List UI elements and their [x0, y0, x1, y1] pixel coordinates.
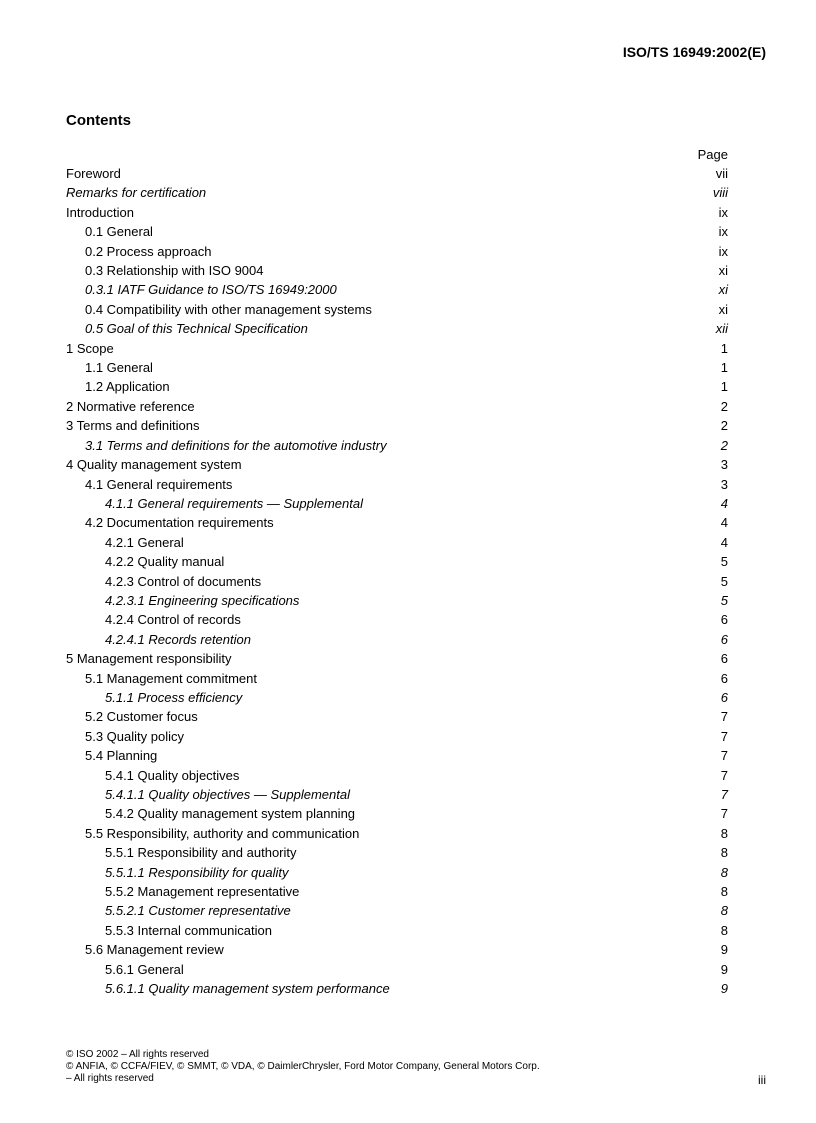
toc-entry-page: 5: [720, 592, 728, 608]
toc-entry-page: xii: [715, 321, 728, 337]
page-column-label: Page: [697, 147, 728, 162]
toc-entry[interactable]: [66, 494, 728, 513]
toc-entry-label: 4.2 Documentation requirements: [85, 515, 274, 531]
toc-entry-page: xi: [718, 282, 728, 298]
toc-entry-label: Remarks for certification: [66, 185, 207, 201]
toc-entry[interactable]: [66, 552, 728, 571]
toc-entry[interactable]: [66, 358, 728, 377]
toc-entry-label: 5.6.1.1 Quality management system performance: [105, 981, 390, 997]
toc-entry-page: 7: [720, 787, 728, 802]
toc-entry[interactable]: [66, 397, 728, 416]
copyright-footer: [66, 1049, 540, 1085]
toc-entry[interactable]: [66, 727, 728, 746]
toc-entry[interactable]: [66, 940, 728, 959]
toc-entry-label: 5.5.2.1 Customer representative: [105, 903, 291, 919]
toc-entry-label: 5.5.3 Internal communication: [105, 922, 272, 938]
toc-entry-label: 5 Management responsibility: [66, 651, 232, 667]
copyright-line: © ANFIA, © CCFA/FIEV, © SMMT, © VDA, © DaimlerChrysler, Ford Motor Company, General Motors Corp.: [66, 1061, 540, 1072]
toc-entry[interactable]: [66, 377, 728, 396]
toc-entry[interactable]: [66, 707, 728, 726]
toc-entry[interactable]: [66, 649, 728, 668]
toc-entry-label: 5.3 Quality policy: [85, 728, 184, 744]
toc-entry-label: 2 Normative reference: [66, 398, 195, 414]
toc-entry[interactable]: [66, 824, 728, 843]
toc-entry[interactable]: [66, 688, 728, 707]
toc-entry-page: 9: [720, 981, 728, 997]
toc-entry-label: 5.5.1 Responsibility and authority: [105, 845, 297, 861]
toc-entry-label: 5.4.1.1 Quality objectives — Supplemental: [105, 787, 350, 802]
toc-entry[interactable]: [66, 746, 728, 765]
toc-entry[interactable]: [66, 164, 728, 183]
toc-entry-label: 4.2.3.1 Engineering specifications: [105, 592, 300, 608]
toc-entry-page: 3: [720, 457, 728, 473]
toc-entry-label: Introduction: [66, 204, 134, 220]
toc-entry[interactable]: [66, 882, 728, 901]
toc-entry[interactable]: [66, 610, 728, 629]
toc-entry-page: 3: [720, 476, 728, 492]
toc-entry-page: 1: [720, 379, 728, 395]
toc-entry-label: 4.2.2 Quality manual: [105, 554, 225, 570]
toc-entry[interactable]: [66, 843, 728, 862]
toc-entry-page: 2: [720, 418, 728, 434]
toc-entry[interactable]: [66, 630, 728, 649]
toc-entry[interactable]: [66, 572, 728, 591]
toc-entry[interactable]: [66, 475, 728, 494]
toc-entry[interactable]: [66, 863, 728, 882]
toc-entry-label: 0.4 Compatibility with other management systems: [85, 301, 372, 317]
toc-entry-label: 0.1 General: [85, 224, 153, 240]
toc-entry-page: 6: [720, 612, 728, 628]
toc-entry[interactable]: [66, 766, 728, 785]
toc-entry[interactable]: [66, 979, 728, 998]
toc-entry[interactable]: [66, 416, 728, 435]
toc-entry-label: 5.5.1.1 Responsibility for quality: [105, 864, 289, 880]
toc-entry-label: 0.3.1 IATF Guidance to ISO/TS 16949:2000: [85, 282, 337, 298]
toc-entry-label: 5.1 Management commitment: [85, 670, 257, 686]
toc-entry-page: ix: [718, 204, 728, 220]
page-number: iii: [758, 1073, 766, 1087]
toc-entry-page: 4: [720, 495, 728, 511]
toc-entry-page: vii: [715, 166, 728, 181]
toc-entry-page: 7: [720, 728, 728, 744]
toc-entry-label: 5.1.1 Process efficiency: [105, 689, 243, 705]
toc-entry[interactable]: [66, 533, 728, 552]
copyright-line: © ISO 2002 – All rights reserved: [66, 1049, 209, 1060]
toc-entry-page: 8: [720, 922, 728, 938]
toc-entry-page: 8: [720, 864, 728, 880]
toc-entry-label: 4.2.3 Control of documents: [105, 573, 262, 589]
toc-entry-label: 5.4.2 Quality management system planning: [105, 806, 356, 822]
toc-entry-page: 9: [720, 942, 728, 958]
copyright-line: – All rights reserved: [66, 1073, 154, 1084]
toc-entry-page: 8: [720, 903, 728, 919]
toc-entry[interactable]: [66, 261, 728, 280]
toc-entry[interactable]: [66, 183, 728, 202]
toc-entry[interactable]: [66, 901, 728, 920]
toc-entry-page: 7: [720, 748, 728, 764]
toc-entry-page: 6: [720, 670, 728, 686]
toc-entry-label: Foreword: [66, 166, 121, 181]
toc-entry-page: 1: [720, 360, 728, 376]
toc-entry[interactable]: [66, 921, 728, 940]
toc-entry-page: 6: [720, 689, 728, 705]
toc-entry-page: 8: [720, 845, 728, 861]
toc-entry[interactable]: [66, 669, 728, 688]
toc-entry-page: 8: [720, 825, 728, 841]
toc-entry-label: 0.5 Goal of this Technical Specification: [85, 321, 308, 337]
toc-entry[interactable]: [66, 455, 728, 474]
toc-entry-page: 5: [720, 573, 728, 589]
toc-entry-label: 0.2 Process approach: [85, 243, 212, 259]
toc-entry-page: 6: [720, 651, 728, 667]
toc-entry-label: 3.1 Terms and definitions for the automotive industry: [85, 437, 387, 453]
toc-entry-page: 1: [720, 340, 728, 356]
toc-entry-label: 4.1.1 General requirements — Supplemental: [105, 495, 363, 511]
toc-entry-page: 4: [720, 534, 728, 550]
toc-entry[interactable]: [66, 785, 728, 804]
toc-entry[interactable]: [66, 339, 728, 358]
toc-entry-page: 7: [720, 709, 728, 725]
toc-entry-page: viii: [712, 185, 728, 201]
toc-entry-label: 4.2.4 Control of records: [105, 612, 241, 628]
toc-entry-page: 7: [720, 806, 728, 822]
toc-entry-label: 1 Scope: [66, 340, 114, 356]
toc-entry-label: 0.3 Relationship with ISO 9004: [85, 263, 264, 279]
toc-entry[interactable]: [66, 513, 728, 532]
toc-entry-page: 4: [720, 515, 728, 531]
toc-entry[interactable]: [66, 960, 728, 979]
toc-entry[interactable]: [66, 319, 728, 338]
toc-entry[interactable]: [66, 436, 728, 455]
toc-entry-label: 5.4.1 Quality objectives: [105, 767, 240, 783]
toc-entry-label: 5.5.2 Management representative: [105, 884, 300, 900]
toc-entry-page: 9: [720, 961, 728, 977]
table-of-contents: [66, 145, 728, 998]
toc-entry-label: 4.2.4.1 Records retention: [105, 631, 251, 647]
toc-entry-page: 6: [720, 631, 728, 647]
toc-entry-page: 7: [720, 767, 728, 783]
toc-entry[interactable]: [66, 222, 728, 241]
toc-entry-page: 2: [720, 398, 728, 414]
toc-entry-label: 5.6 Management review: [85, 942, 224, 958]
toc-entry-label: 4 Quality management system: [66, 457, 242, 473]
document-id-header: ISO/TS 16949:2002(E): [622, 44, 766, 60]
toc-entry[interactable]: [66, 300, 728, 319]
toc-entry-label: 4.2.1 General: [105, 534, 184, 550]
toc-entry[interactable]: [66, 242, 728, 261]
toc-entry-label: 4.1 General requirements: [85, 476, 233, 492]
toc-entry-label: 1.2 Application: [85, 379, 170, 395]
toc-entry-page: xi: [718, 301, 728, 317]
toc-entry-label: 5.4 Planning: [85, 748, 158, 764]
toc-entry-label: 1.1 General: [85, 360, 153, 376]
toc-entry[interactable]: [66, 280, 728, 299]
toc-entry-page: xi: [718, 263, 728, 279]
toc-entries: [66, 164, 728, 998]
toc-entry[interactable]: [66, 591, 728, 610]
toc-entry-page: 5: [720, 554, 728, 570]
toc-entry-label: 5.5 Responsibility, authority and communication: [85, 825, 360, 841]
toc-entry-page: ix: [718, 243, 728, 259]
toc-entry-label: 3 Terms and definitions: [66, 418, 200, 434]
toc-entry-label: 5.2 Customer focus: [85, 709, 198, 725]
toc-entry-label: 5.6.1 General: [105, 961, 184, 977]
page-title: Contents: [66, 112, 131, 129]
toc-entry[interactable]: [66, 804, 728, 823]
toc-entry-page: 2: [720, 437, 728, 453]
toc-entry-page: 8: [720, 884, 728, 900]
toc-entry[interactable]: [66, 203, 728, 222]
toc-entry-page: ix: [718, 224, 728, 240]
